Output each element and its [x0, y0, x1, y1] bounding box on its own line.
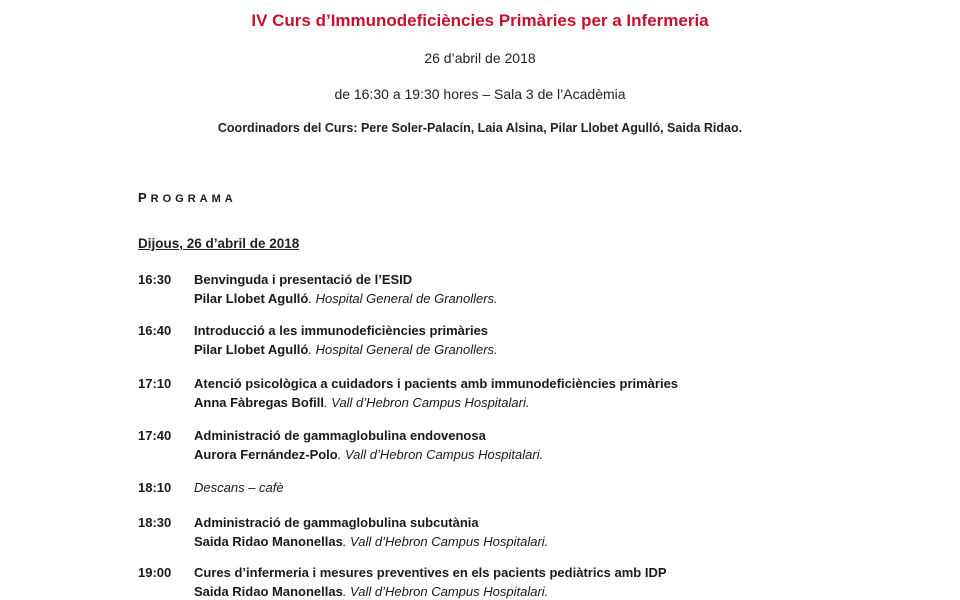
item-speaker: Aurora Fernández-Polo: [194, 447, 338, 462]
item-speaker: Pilar Llobet Agulló: [194, 291, 309, 306]
item-speaker: Anna Fàbregas Bofill: [194, 395, 325, 410]
item-speaker-line: [194, 534, 548, 549]
item-speaker-line: [194, 291, 498, 306]
item-title: Administració de gammaglobulina endovenosa: [194, 428, 486, 443]
item-time: 18:30: [138, 515, 172, 530]
item-speaker: Pilar Llobet Agulló: [194, 342, 309, 357]
item-speaker-line: [194, 447, 543, 462]
item-title: Benvinguda i presentació de l’ESID: [194, 272, 413, 287]
item-time: 17:40: [138, 428, 172, 443]
item-speaker: Saida Ridao Manonellas: [194, 534, 343, 549]
item-institution: . Vall d’Hebron Campus Hospitalari.: [342, 584, 549, 599]
item-title: Atenció psicològica a cuidadors i pacients amb immunodeficiències primàries: [194, 376, 679, 391]
item-institution: . Vall d’Hebron Campus Hospitalari.: [337, 447, 544, 462]
item-time: 16:40: [138, 323, 172, 338]
item-title: Introducció a les immunodeficiències primàries: [194, 323, 489, 338]
course-date: 26 d’abril de 2018: [424, 50, 536, 66]
course-title: IV Curs d’Immunodeficiències Primàries per a Infermeria: [251, 11, 709, 30]
program-heading-rest: ROGRAMA: [150, 193, 237, 205]
item-institution: . Hospital General de Granollers.: [308, 291, 498, 306]
item-speaker: Saida Ridao Manonellas: [194, 584, 343, 599]
item-institution: . Vall d’Hebron Campus Hospitalari.: [342, 534, 549, 549]
item-institution: . Vall d’Hebron Campus Hospitalari.: [324, 395, 530, 410]
item-time: 19:00: [138, 565, 172, 580]
item-speaker-line: [194, 342, 498, 357]
item-speaker-line: [194, 584, 667, 599]
program-day: Dijous, 26 d’abril de 2018: [138, 236, 300, 251]
program-heading-initial: P: [138, 190, 151, 205]
course-coordinators: Coordinadors del Curs: Pere Soler-Palacín, Laia Alsina, Pilar Llobet Agulló, Saida Ridao.: [217, 121, 743, 135]
item-speaker-line: [194, 395, 678, 410]
item-title: Descans – cafè: [194, 480, 284, 495]
item-title: Administració de gammaglobulina subcutània: [194, 515, 479, 530]
item-time: 18:10: [138, 480, 172, 495]
item-institution: . Hospital General de Granollers.: [308, 342, 498, 357]
item-time: 17:10: [138, 376, 172, 391]
item-time: 16:30: [138, 272, 172, 287]
course-hours-location: de 16:30 a 19:30 hores – Sala 3 de l’Acadèmia: [334, 86, 626, 102]
program-heading: [138, 190, 237, 205]
item-title: Cures d’infermeria i mesures preventives en els pacients pediàtrics amb IDP: [194, 565, 667, 580]
